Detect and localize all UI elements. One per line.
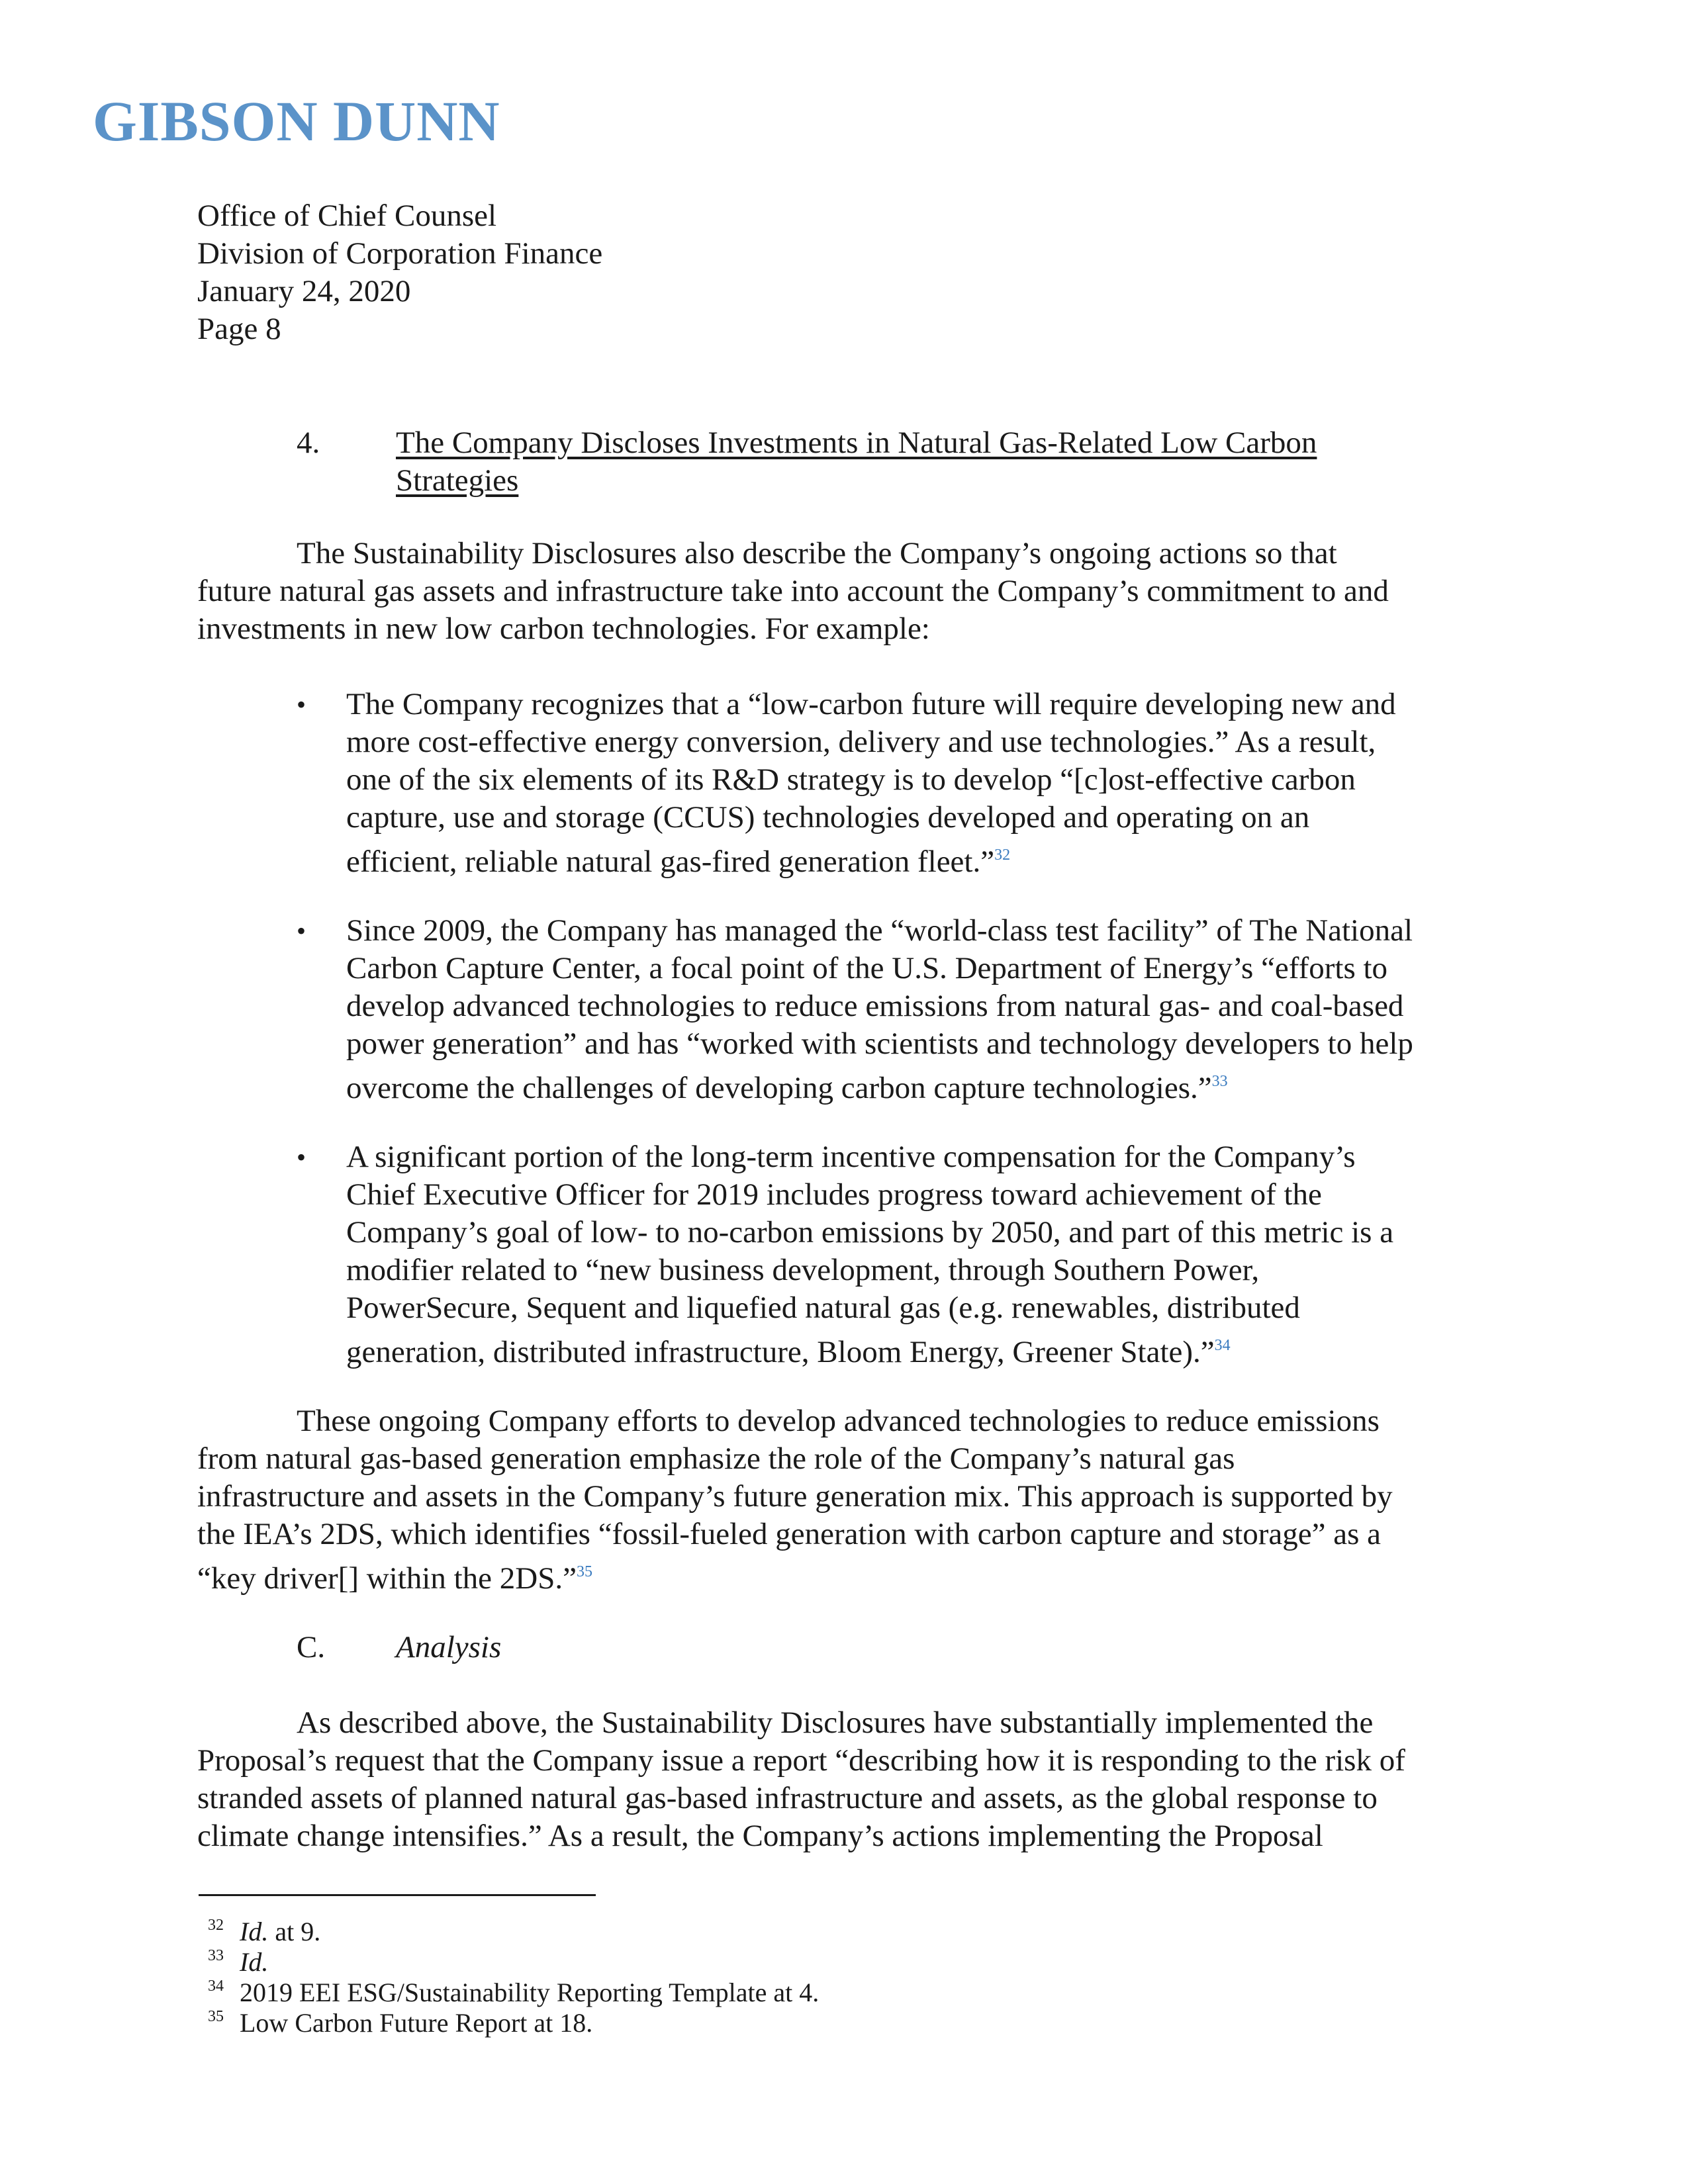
footnote-ref-35[interactable]: 35 [576,1563,592,1580]
bullet-line [346,1063,1228,1107]
bullet-line: one of the six elements of its R&D strategy is to develop “[c]ost-effective carbon [346,762,1356,797]
bullet-line: more cost-effective energy conversion, delivery and use technologies.” As a result, [346,725,1376,759]
header-division: Division of Corporation Finance [197,236,603,271]
paragraph-line: infrastructure and assets in the Company’s future generation mix. This approach is supported by [197,1479,1393,1514]
footnote-text: at 9. [268,1917,321,1946]
bullet-line [346,837,1010,881]
paragraph-line: from natural gas-based generation emphasize the role of the Company’s natural gas [197,1441,1235,1476]
section-title: Analysis [396,1630,502,1664]
footnote-ref-32[interactable]: 32 [994,846,1011,864]
footnote-text: Low Carbon Future Report at 18. [240,2008,593,2038]
bullet-line: modifier related to “new business development, through Southern Power, [346,1253,1260,1287]
bullet-line: Chief Executive Officer for 2019 includes progress toward achievement of the [346,1177,1322,1212]
header-office: Office of Chief Counsel [197,199,497,233]
footnote-ref-33[interactable]: 33 [1211,1073,1228,1090]
bullet-line [346,1327,1231,1371]
paragraph-line: future natural gas assets and infrastructure take into account the Company’s commitment to and [197,574,1389,608]
bullet-line: develop advanced technologies to reduce emissions from natural gas- and coal-based [346,989,1404,1023]
bullet-line: Since 2009, the Company has managed the “world-class test facility” of The National [346,913,1413,948]
bullet-line: power generation” and has “worked with scientists and technology developers to help [346,1026,1413,1061]
section-title-line-2: Strategies [396,463,519,498]
paragraph-line: As described above, the Sustainability Disclosures have substantially implemented the [297,1706,1374,1740]
footnote-italic: Id. [240,1917,269,1946]
footnote-number: 35 [208,2008,224,2025]
bullet-line-text: efficient, reliable natural gas-fired generation fleet.” [346,844,995,879]
header-page-number: Page 8 [197,312,281,346]
footnote-italic: Id. [240,1947,269,1977]
paragraph-line: investments in new low carbon technologies. For example: [197,612,930,646]
firm-logo: GIBSON DUNN [93,89,500,153]
paragraph-line: These ongoing Company efforts to develop advanced technologies to reduce emissions [297,1404,1380,1438]
bullet-line: capture, use and storage (CCUS) technologies developed and operating on an [346,800,1310,835]
footnote-ref-34[interactable]: 34 [1214,1337,1231,1354]
footnote-35 [199,2001,592,2038]
bullet-line: A significant portion of the long-term incentive compensation for the Company’s [346,1140,1356,1174]
bullet-marker: • [297,916,306,946]
footnote-number: 32 [208,1917,224,1934]
section-title-line-1: The Company Discloses Investments in Natural Gas-Related Low Carbon [396,426,1317,460]
section-letter: C. [297,1630,326,1664]
footnote-separator [199,1894,596,1896]
bullet-line-text: generation, distributed infrastructure, Bloom Energy, Greener State).” [346,1335,1215,1369]
bullet-marker: • [297,690,306,719]
bullet-line: Company’s goal of low- to no-carbon emissions by 2050, and part of this metric is a [346,1215,1394,1250]
bullet-line-text: overcome the challenges of developing carbon capture technologies.” [346,1071,1212,1105]
bullet-line: PowerSecure, Sequent and liquefied natural gas (e.g. renewables, distributed [346,1291,1300,1325]
paragraph-line: Proposal’s request that the Company issue a report “describing how it is responding to the risk of [197,1743,1405,1778]
footnote-number: 34 [208,1978,224,1995]
paragraph-line [197,1553,592,1598]
bullet-marker: • [297,1142,306,1172]
paragraph-line-text: “key driver[] within the 2DS.” [197,1561,577,1596]
paragraph-line: The Sustainability Disclosures also describe the Company’s ongoing actions so that [297,536,1337,570]
paragraph-line: climate change intensifies.” As a result, the Company’s actions implementing the Proposal [197,1819,1323,1853]
footnote-text: 2019 EEI ESG/Sustainability Reporting Template at 4. [240,1978,820,2007]
paragraph-line: the IEA’s 2DS, which identifies “fossil-fueled generation with carbon capture and storage” as a [197,1517,1382,1551]
section-number: 4. [297,426,320,460]
bullet-line: The Company recognizes that a “low-carbon future will require developing new and [346,687,1396,721]
header-date: January 24, 2020 [197,274,411,308]
paragraph-line: stranded assets of planned natural gas-based infrastructure and assets, as the global response to [197,1781,1378,1815]
footnote-number: 33 [208,1947,224,1964]
bullet-line: Carbon Capture Center, a focal point of the U.S. Department of Energy’s “efforts to [346,951,1388,985]
